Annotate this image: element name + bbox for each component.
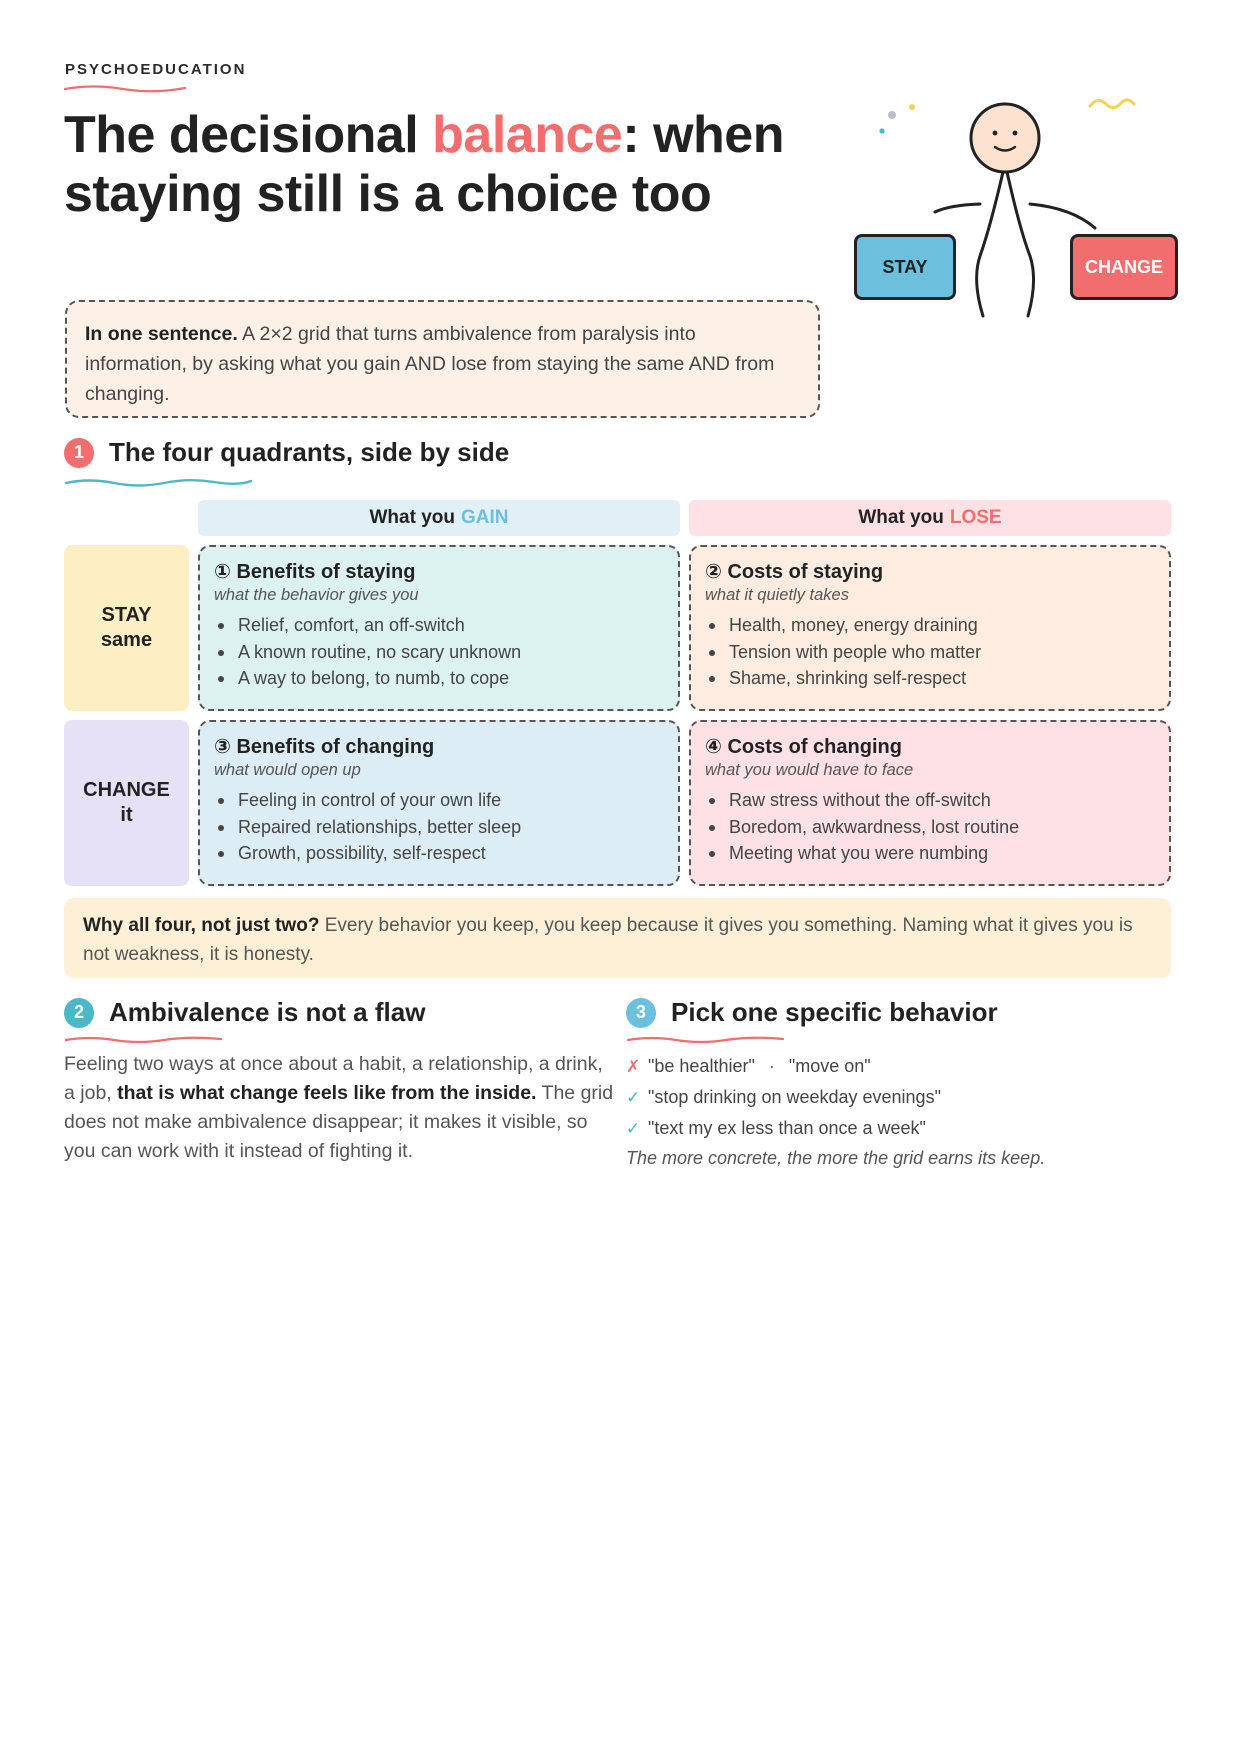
behavior-examples	[626, 1051, 1146, 1169]
quadrant-subtitle: what you would have to face	[705, 761, 914, 779]
list-item: Boredom, awkwardness, lost routine	[705, 814, 1155, 841]
list-item: Shame, shrinking self-respect	[705, 665, 1155, 692]
list-item: A known routine, no scary unknown	[214, 639, 664, 666]
section-2-number: 2	[64, 998, 94, 1028]
section-1-heading	[64, 437, 509, 468]
row-header-stay	[64, 545, 189, 711]
list-item: Growth, possibility, self-respect	[214, 840, 664, 867]
quadrant-subtitle: what it quietly takes	[705, 586, 849, 604]
section-2-title: Ambivalence is not a flaw	[109, 997, 426, 1027]
title-accent: balance	[432, 106, 623, 164]
separator-dot: ·	[768, 1056, 775, 1076]
figure-arm-right	[1030, 204, 1095, 228]
para-text-a: Feeling two ways at once about a habit, a relationship, a drink, a job,	[64, 1053, 603, 1104]
balance-figure	[840, 90, 1190, 330]
section-3-title: Pick one specific behavior	[671, 997, 998, 1027]
sparkle-wave	[1090, 100, 1134, 108]
check-icon: ✓	[626, 1087, 641, 1107]
kicker-label: PSYCHOEDUCATION	[65, 61, 247, 78]
list-item: Feeling in control of your own life	[214, 787, 664, 814]
good-example: "text my ex less than once a week"	[648, 1118, 926, 1138]
column-header-lose	[689, 500, 1171, 536]
bad-example: "move on"	[788, 1056, 871, 1076]
kicker-underline	[63, 83, 188, 93]
list-item: Relief, comfort, an off-switch	[214, 612, 664, 639]
column-lose-prefix: What you	[858, 507, 944, 528]
section-3-underline	[626, 1034, 786, 1046]
sparkle-dot-teal	[879, 128, 884, 133]
section-1-underline	[64, 476, 254, 488]
summary-box	[65, 300, 820, 418]
quadrant-benefits-of-staying	[198, 545, 680, 711]
summary-lead: In one sentence.	[85, 323, 238, 345]
para-emphasis: that is what change feels like from the inside.	[117, 1082, 537, 1104]
column-gain-word: GAIN	[461, 507, 509, 528]
section-2-heading	[64, 997, 425, 1028]
list-item: Meeting what you were numbing	[705, 840, 1155, 867]
list-item: A way to belong, to numb, to cope	[214, 665, 664, 692]
quadrant-title: ① Benefits of staying	[214, 561, 416, 583]
check-icon: ✓	[626, 1118, 641, 1138]
why-text: Every behavior you keep, you keep because it gives you something. Naming what it gives you is not weakness, it is honesty.	[83, 915, 1133, 965]
section-3-heading	[626, 997, 998, 1028]
page-title	[64, 106, 804, 224]
column-gain-prefix: What you	[369, 507, 455, 528]
figure-head	[971, 104, 1039, 172]
cross-icon: ✗	[626, 1056, 641, 1076]
quadrant-subtitle: what would open up	[214, 761, 361, 779]
summary-text: A 2×2 grid that turns ambivalence from paralysis into information, by asking what you gain AND lose from staying the same AND from changing.	[85, 323, 775, 405]
column-header-gain	[198, 500, 680, 536]
list-item: Health, money, energy draining	[705, 612, 1155, 639]
bad-example: "be healthier"	[648, 1056, 755, 1076]
row-stay-line-1: STAY	[101, 604, 152, 626]
quadrant-list	[214, 612, 664, 692]
good-example: "stop drinking on weekday evenings"	[648, 1087, 941, 1107]
good-example-row	[626, 1113, 1146, 1144]
row-header-change	[64, 720, 189, 886]
para-text-b: The grid does not make ambivalence disappear; it makes it visible, so you can work with it instead of fighting it.	[64, 1082, 614, 1162]
section-2-underline	[64, 1034, 224, 1046]
quadrant-subtitle: what the behavior gives you	[214, 586, 419, 604]
change-box: CHANGE	[1070, 234, 1178, 300]
row-change-line-2: it	[120, 804, 133, 826]
quadrant-benefits-of-changing	[198, 720, 680, 886]
title-part-2: : when staying still is a choice too	[64, 106, 784, 223]
why-all-four-callout	[64, 898, 1171, 978]
section-1-number: 1	[64, 438, 94, 468]
quadrant-title: ③ Benefits of changing	[214, 736, 435, 758]
concreteness-note: The more concrete, the more the grid earns its keep.	[626, 1148, 1046, 1168]
title-part-1: The decisional	[64, 106, 433, 164]
ambivalence-paragraph	[64, 1050, 614, 1166]
row-change-line-1: CHANGE	[83, 779, 170, 801]
quadrant-list	[705, 612, 1155, 692]
sparkle-dot-yellow	[909, 104, 915, 110]
figure-body-right	[1007, 172, 1034, 316]
why-lead: Why all four, not just two?	[83, 915, 320, 936]
column-lose-word: LOSE	[949, 507, 1002, 528]
list-item: Repaired relationships, better sleep	[214, 814, 664, 841]
figure-arm-left	[935, 204, 980, 212]
figure-eye-right	[1013, 131, 1018, 136]
list-item: Tension with people who matter	[705, 639, 1155, 666]
quadrant-costs-of-changing	[689, 720, 1171, 886]
list-item: Raw stress without the off-switch	[705, 787, 1155, 814]
quadrant-list	[705, 787, 1155, 867]
quadrant-title: ④ Costs of changing	[705, 736, 902, 758]
quadrant-costs-of-staying	[689, 545, 1171, 711]
figure-eye-left	[993, 131, 998, 136]
good-example-row	[626, 1082, 1146, 1113]
quadrant-list	[214, 787, 664, 867]
section-1-title: The four quadrants, side by side	[109, 437, 510, 467]
quadrant-title: ② Costs of staying	[705, 561, 884, 583]
sparkle-dot-grey	[888, 111, 896, 119]
bad-example-row	[626, 1051, 1146, 1082]
section-3-number: 3	[626, 998, 656, 1028]
row-stay-line-2: same	[100, 629, 153, 651]
stay-box: STAY	[854, 234, 956, 300]
figure-body-left	[977, 172, 1003, 316]
